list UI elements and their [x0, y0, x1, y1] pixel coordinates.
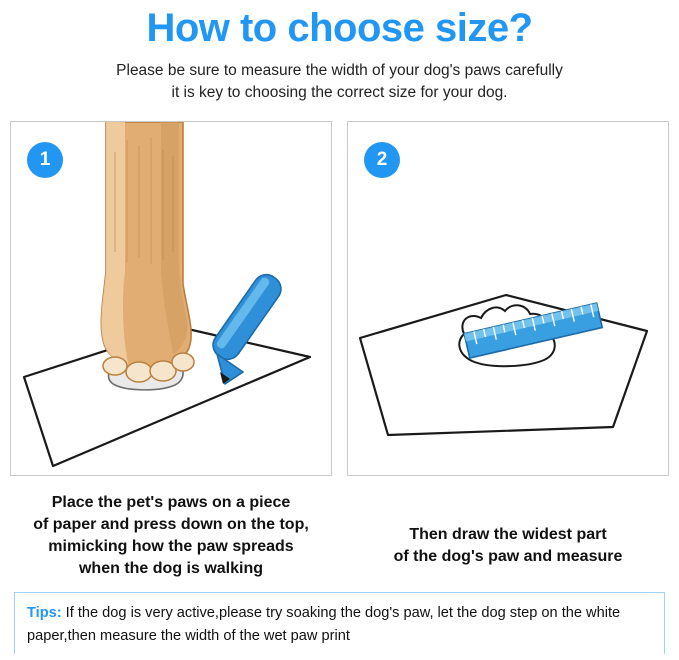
subtitle-line-1: Please be sure to measure the width of your dog's paws carefully	[116, 62, 563, 79]
tips-line-1: If the dog is very active,please try soaking the dog's paw, let the dog	[61, 605, 506, 621]
step-1-caption-line-4: when the dog is walking	[78, 560, 263, 577]
step-1-badge: 1	[27, 142, 63, 178]
step-1-caption-line-1: Place the pet's paws on a piece	[51, 494, 291, 511]
size-guide-page	[0, 4, 679, 660]
steps-panels	[0, 121, 679, 476]
step-2-badge: 2	[364, 142, 400, 178]
page-title: How to choose size?	[146, 6, 533, 50]
step-2-caption-line-2: of the dog's paw and measure	[393, 548, 623, 565]
page-subtitle	[0, 60, 679, 104]
tips-label: Tips:	[27, 605, 62, 621]
step-1-caption	[10, 492, 332, 580]
paw-outline-ruler-illustration	[348, 122, 670, 477]
step-1-caption-line-3: mimicking how the paw spreads	[48, 538, 294, 555]
subtitle-line-2: it is key to choosing the correct size for your dog.	[171, 84, 508, 101]
step-2-caption	[347, 492, 669, 580]
tips-box	[14, 592, 665, 654]
tips-line-2: step on the white paper,then measure the width of the wet paw print	[27, 605, 621, 644]
step-captions	[0, 492, 679, 580]
step-1-panel	[10, 121, 332, 476]
tips-text	[27, 602, 652, 648]
step-2-caption-line-1: Then draw the widest part	[409, 526, 607, 543]
step-1-caption-line-2: of paper and press down on the top,	[33, 516, 309, 533]
paw-on-paper-illustration	[11, 122, 333, 477]
step-2-panel	[347, 121, 669, 476]
